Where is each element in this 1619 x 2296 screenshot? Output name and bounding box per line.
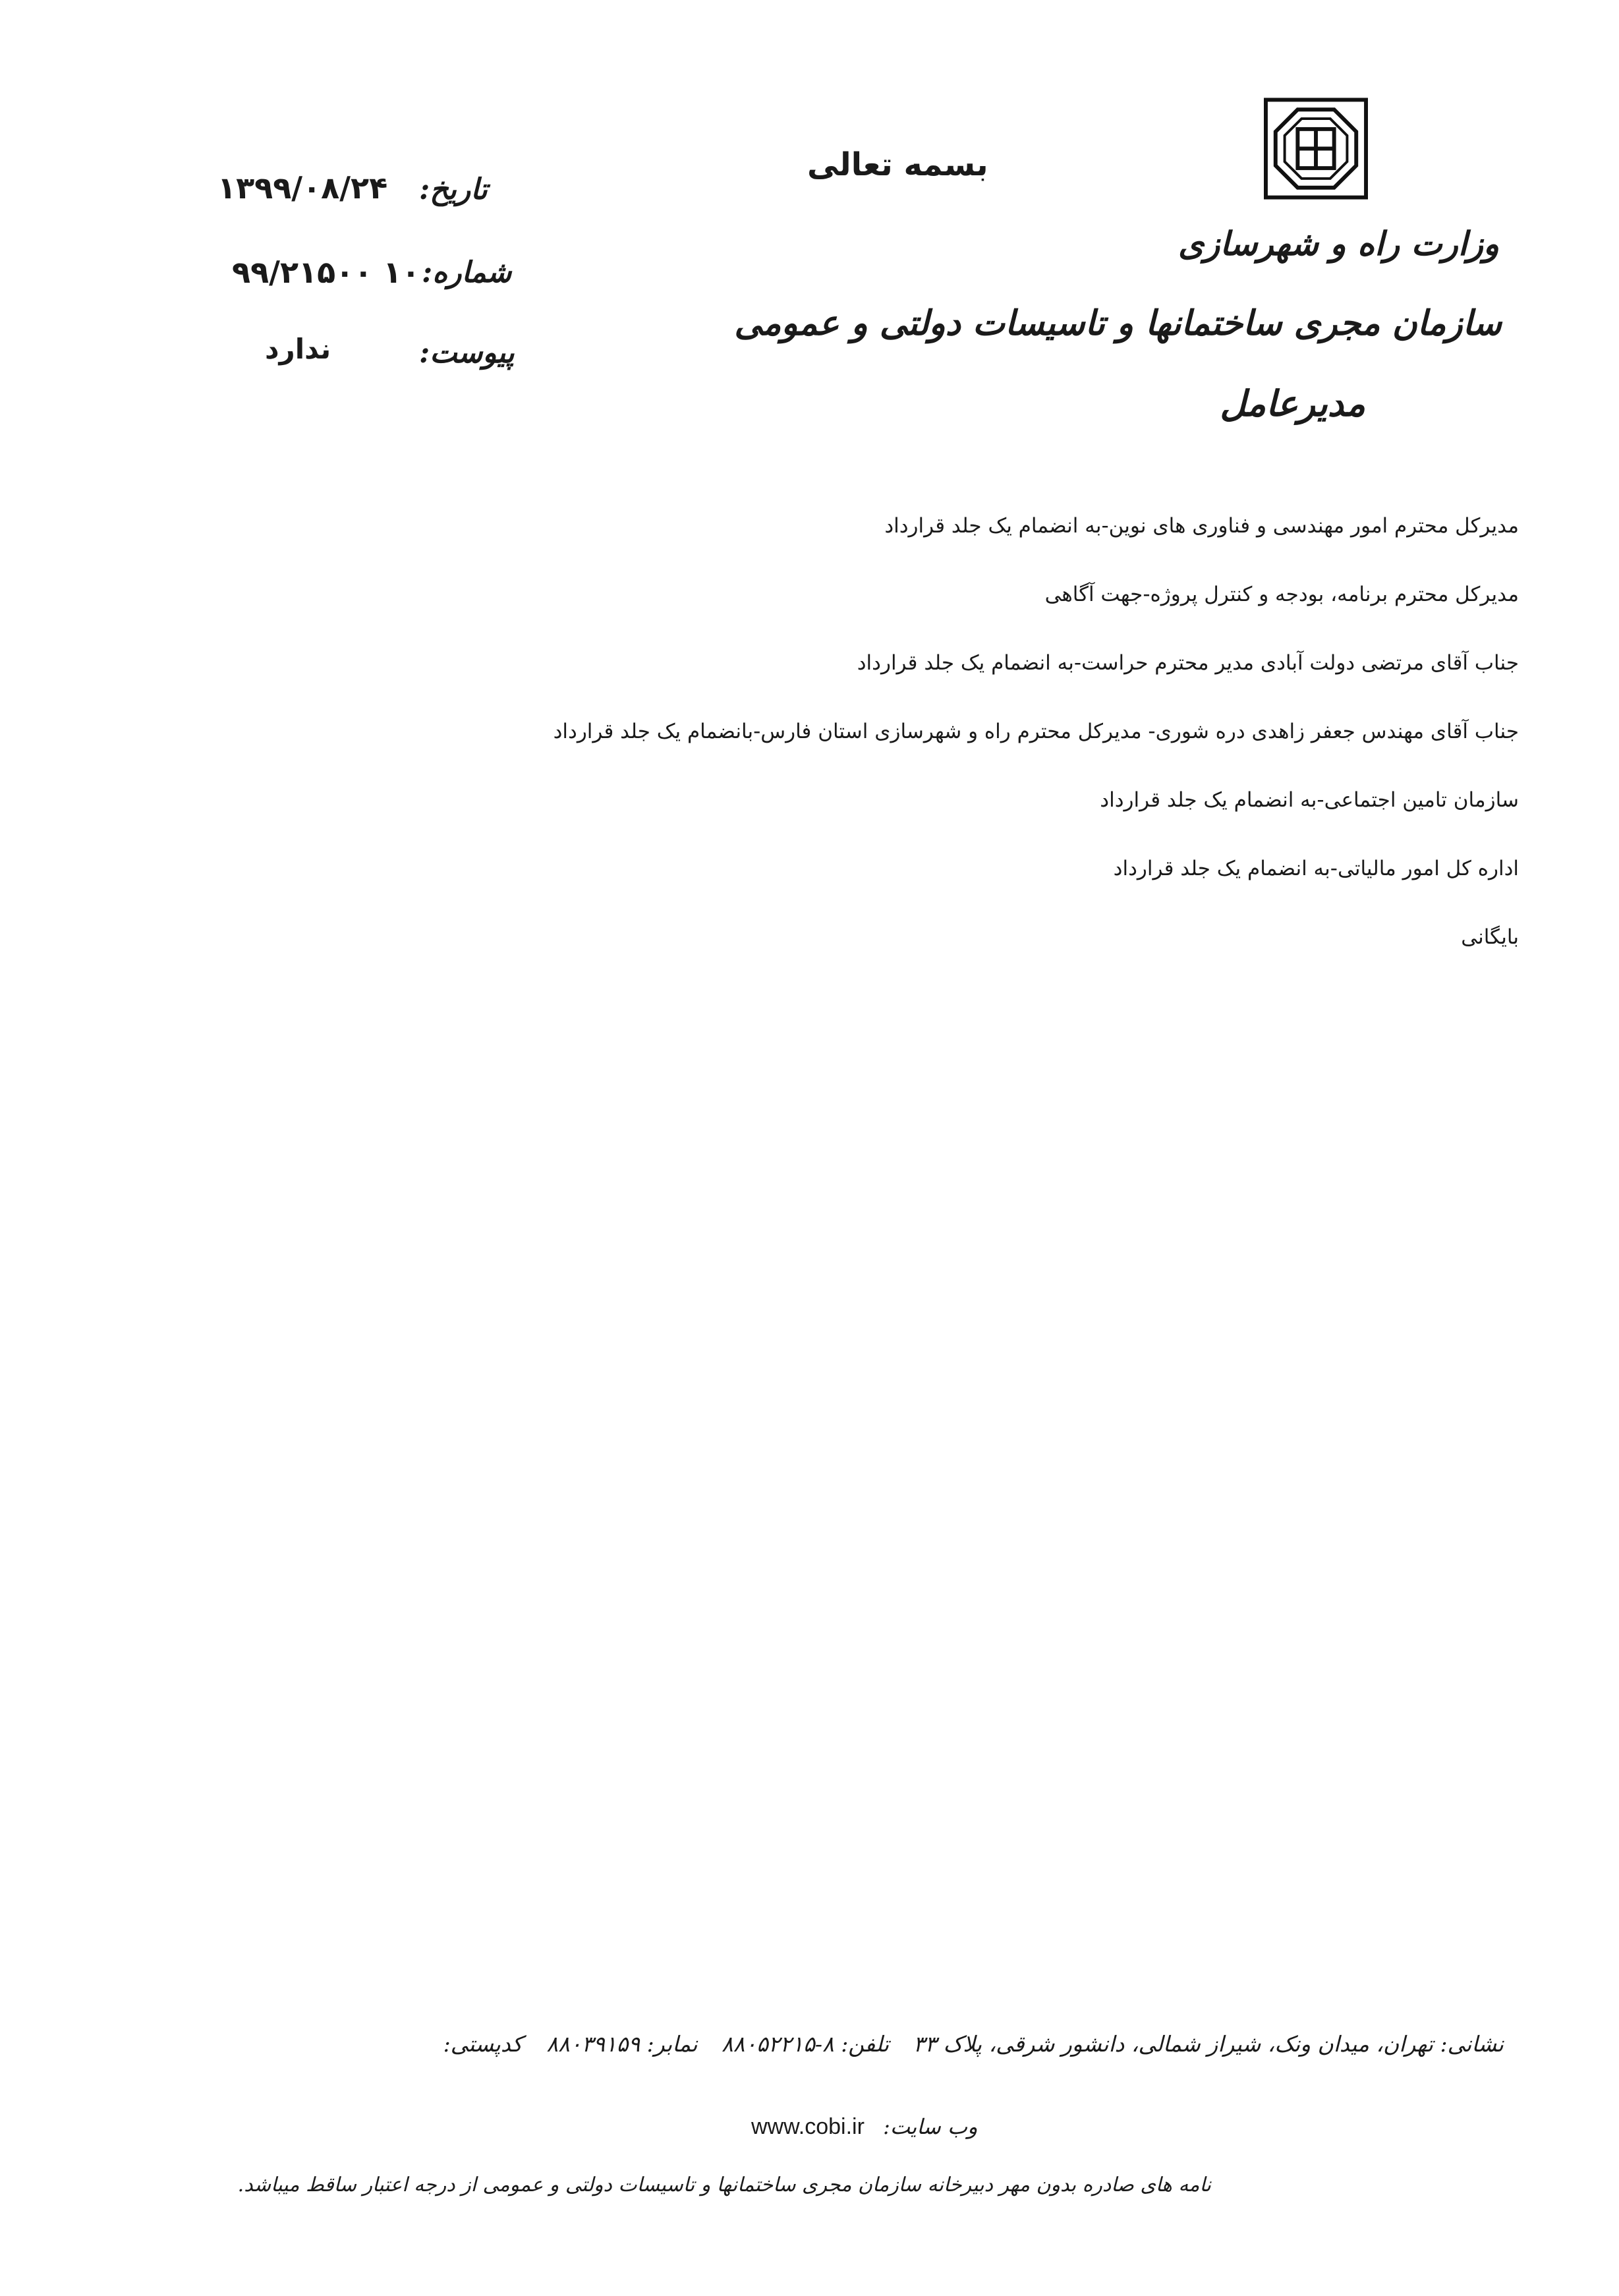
- attachment-value: ندارد: [265, 333, 331, 365]
- list-item: اداره کل امور مالیاتی-به انضمام یک جلد قرارداد: [1113, 857, 1519, 880]
- footer-disclaimer: نامه های صادره بدون مهر دبیرخانه سازمان مجری ساختمانها و تاسیسات دولتی و عمومی از درجه اعتبار ساقط میباشد.: [237, 2173, 1211, 2196]
- footer-fax: نمابر: ۸۸۰۳۹۱۵۹: [546, 2031, 698, 2057]
- date-value: ۱۳۹۹/۰۸/۲۴: [217, 170, 388, 206]
- number-label: شماره:: [422, 256, 512, 289]
- list-item: جناب آقای مرتضی دولت آبادی مدیر محترم حراست-به انضمام یک جلد قرارداد: [857, 651, 1519, 675]
- list-item: بایگانی: [1461, 925, 1519, 949]
- basmala-heading: بسمه تعالی: [807, 146, 988, 183]
- website-link[interactable]: www.cobi.ir: [751, 2114, 865, 2139]
- footer-postal-code: کدپستی:: [443, 2031, 523, 2057]
- footer-address: نشانی: تهران، میدان ونک، شیراز شمالی، دانشور شرقی، پلاک ۳۳: [913, 2031, 1504, 2057]
- footer-website-line: [751, 2114, 978, 2140]
- website-label: وب سایت:: [883, 2114, 978, 2139]
- recipient-list: [399, 513, 1519, 992]
- number-value: ۱۰ ۹۹/۲۱۵۰۰: [232, 254, 420, 290]
- list-item: مدیرکل محترم امور مهندسی و فناوری های نوین-به انضمام یک جلد قرارداد: [884, 514, 1519, 538]
- list-item: مدیرکل محترم برنامه، بودجه و کنترل پروژه-جهت آگاهی: [1044, 583, 1519, 606]
- footer-phone: تلفن: ۸-۸۸۰۵۲۲۱۵: [722, 2031, 890, 2057]
- ministry-name: وزارت راه و شهرسازی: [1178, 224, 1499, 263]
- office-title: مدیرعامل: [1220, 382, 1365, 424]
- attachment-label: پیوست:: [419, 336, 515, 370]
- organization-name: سازمان مجری ساختمانها و تاسیسات دولتی و عمومی: [734, 303, 1502, 343]
- list-item: جناب آقای مهندس جعفر زاهدی دره شوری- مدیرکل محترم راه و شهرسازی استان فارس-بانضمام یک جلد قرارداد: [553, 720, 1519, 743]
- list-item: سازمان تامین اجتماعی-به انضمام یک جلد قرارداد: [1100, 788, 1519, 812]
- organization-logo: [1264, 98, 1368, 200]
- footer-address-line: [443, 2031, 1504, 2057]
- date-label: تاریخ:: [419, 173, 488, 206]
